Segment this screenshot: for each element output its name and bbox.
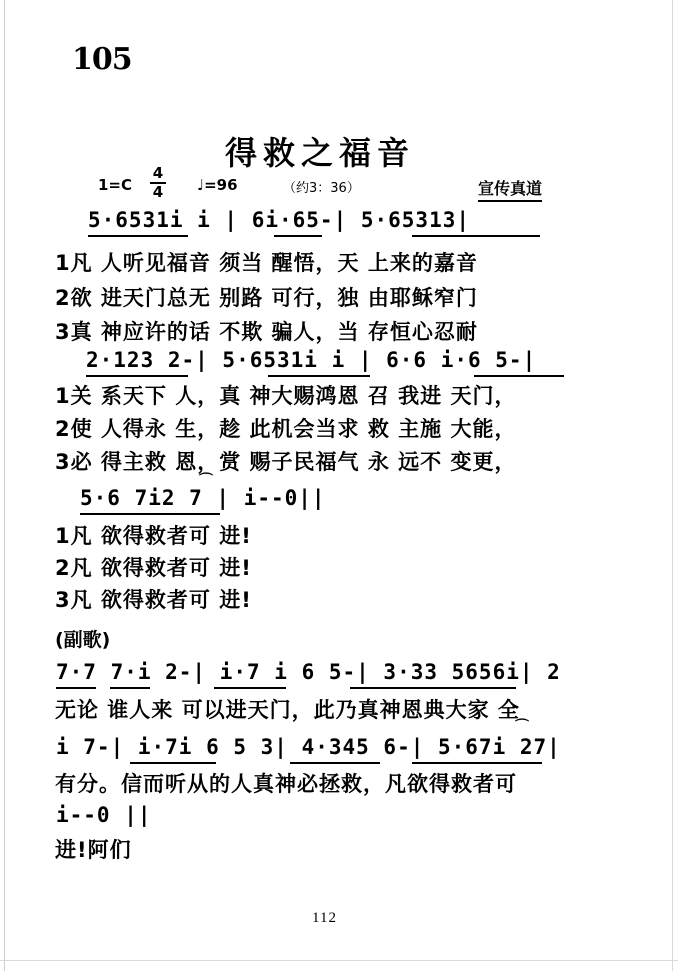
beam-line [130, 762, 216, 764]
beam-line [474, 375, 564, 377]
hymn-number: 105 [72, 42, 132, 77]
chorus-lyric-line: 进!阿们 [55, 838, 132, 862]
hymn-category: 宣传真道 [478, 176, 542, 202]
scripture-reference: （约3：36） [283, 181, 360, 196]
beam-line [56, 687, 96, 689]
lyric-line: 1关 系天下 人，真 神大赐鸿恩 召 我进 天门， [55, 384, 517, 408]
beam-line [268, 375, 370, 377]
beam-line [80, 513, 220, 515]
lyric-line: 1凡 欲得救者可 进! [55, 524, 252, 548]
time-signature [150, 166, 166, 200]
lyric-line: 1凡 人听见福音 须当 醒悟，天 上来的嘉音 [55, 251, 478, 275]
page-edge-left [4, 0, 5, 971]
lyric-line: 3真 神应许的话 不欺 骗人，当 存恒心忍耐 [55, 320, 478, 344]
time-signature-top: 4 [152, 164, 164, 182]
lyric-line: 2欲 进天门总无 别路 可行，独 由耶稣窄门 [55, 286, 478, 310]
key-signature: 1=C [98, 176, 133, 194]
beam-line [274, 235, 322, 237]
chorus-notation-line-1: 7·7 7·i 2-| i·7 i 6 5-| 3·33 5656i| 2 [56, 660, 561, 684]
chorus-lyric-line: 无论 谁人来 可以进天门，此乃真神恩典大家 全 [55, 698, 520, 722]
time-signature-bottom: 4 [152, 183, 164, 201]
chorus-notation-line-2: i 7-| i·7i 6 5 3| 4·345 6-| 5·67i 27| [56, 735, 561, 759]
beam-line [214, 687, 286, 689]
lyric-line: 3凡 欲得救者可 进! [55, 588, 252, 612]
chorus-lyric-line: 有分。信而听从的人真神必拯救，凡欲得救者可 [55, 772, 517, 796]
beam-line [88, 235, 188, 237]
notation-line-3: 5·6 7i2 7 | i--0|| [80, 486, 326, 510]
beam-line [412, 762, 542, 764]
chorus-notation-line-3: i--0 || [56, 803, 152, 827]
beam-line [110, 687, 150, 689]
beam-line [350, 687, 516, 689]
hymn-title: 得救之福音 [225, 134, 416, 172]
beam-line [290, 762, 380, 764]
tempo-marking: ♩=96 [197, 176, 238, 194]
beam-line [412, 235, 540, 237]
fermata-mark: ⌒ [199, 473, 213, 489]
page-number: 112 [312, 910, 337, 926]
fermata-mark: ⌒ [515, 719, 529, 735]
notation-line-2: 2·123 2-| 5·6531i i | 6·6 i·6 5-| [86, 348, 537, 372]
page-edge-right [672, 0, 673, 971]
lyric-line: 3必 得主救 恩，赏 赐子民福气 永 远不 变更， [55, 450, 517, 474]
beam-line [86, 375, 188, 377]
lyric-line: 2使 人得永 生，趁 此机会当求 救 主施 大能， [55, 417, 517, 441]
chorus-label: (副歌) [55, 629, 111, 651]
notation-line-1: 5·6531i i | 6i·65-| 5·65313| [88, 208, 471, 232]
page-edge-bottom [0, 960, 678, 961]
lyric-line: 2凡 欲得救者可 进! [55, 556, 252, 580]
